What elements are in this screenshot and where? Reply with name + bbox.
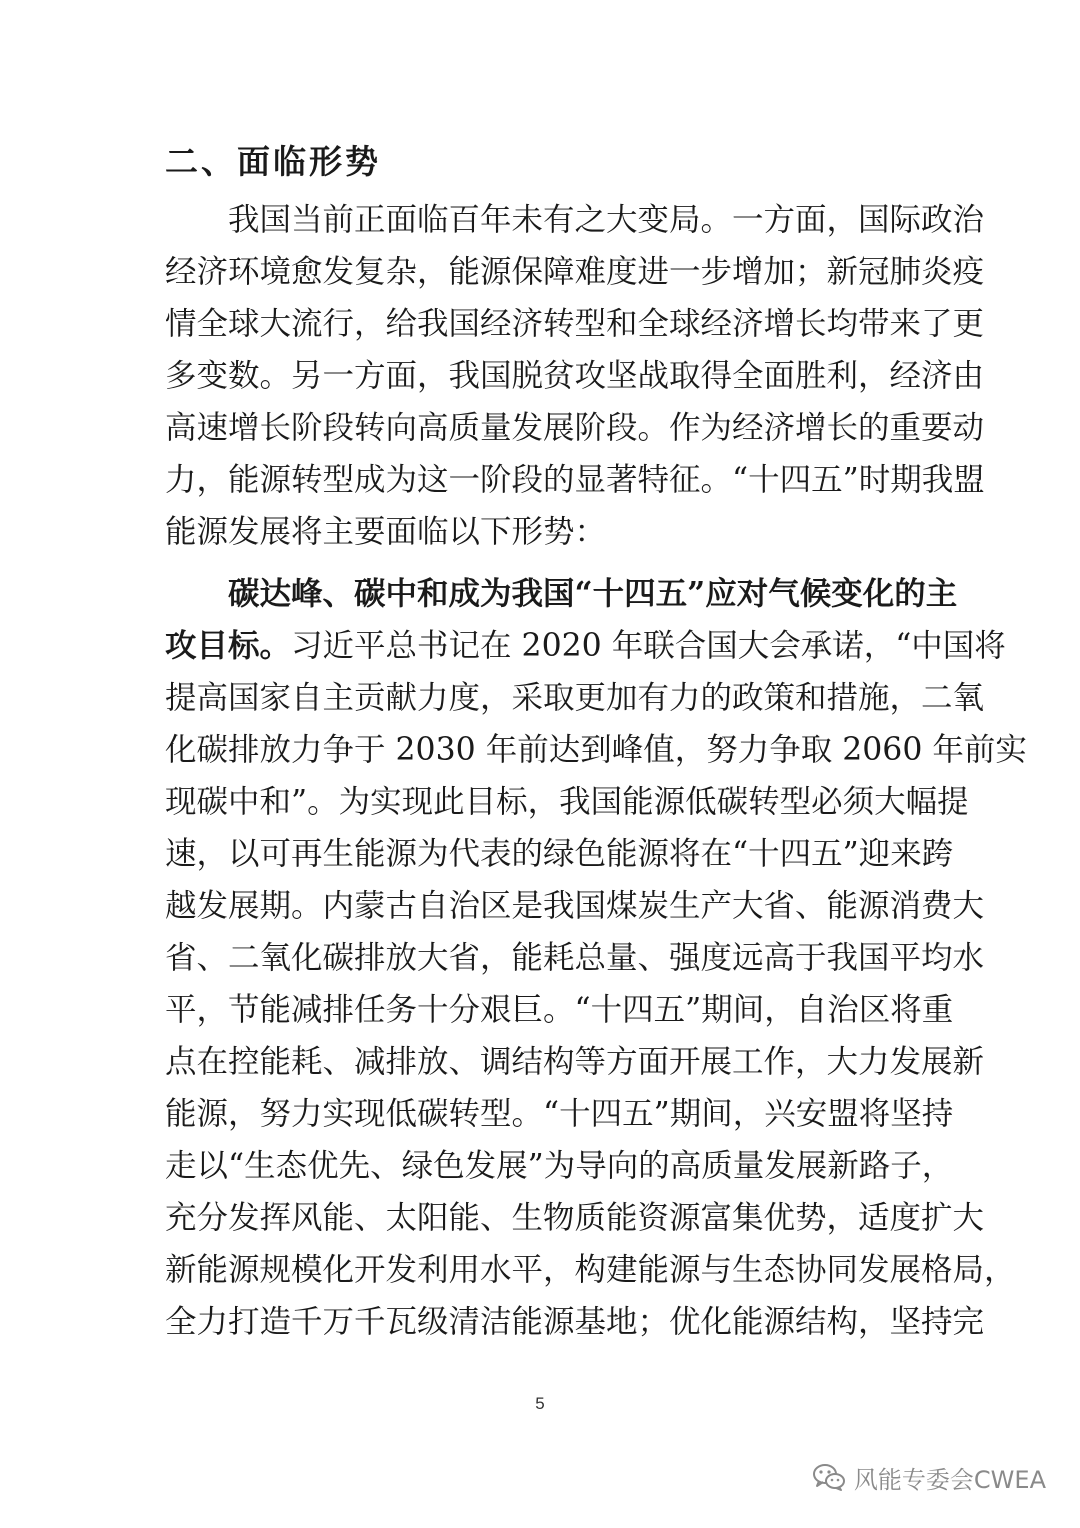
para1-line: 我国当前正面临百年未有之大变局。一方面，国际政治	[228, 202, 985, 238]
para2-line: 速，以可再生能源为代表的绿色能源将在“十四五”迎来跨	[165, 836, 954, 872]
para2-line: 点在控能耗、减排放、调结构等方面开展工作，大力发展新	[165, 1044, 985, 1080]
para2-bold-title-end: 攻目标。	[165, 627, 292, 664]
para1-line: 情全球大流行，给我国经济转型和全球经济增长均带来了更	[165, 306, 985, 342]
para2-line: 新能源规模化开发利用水平，构建能源与生态协同发展格局，	[165, 1252, 1016, 1288]
para2-line	[165, 620, 1006, 672]
para2-line: 提高国家自主贡献力度，采取更加有力的政策和措施，二氧	[165, 680, 985, 716]
wechat-icon	[812, 1462, 846, 1492]
para2-line: 走以“生态优先、绿色发展”为导向的高质量发展新路子，	[165, 1148, 954, 1184]
para2-line: 现碳中和”。为实现此目标，我国能源低碳转型必须大幅提	[165, 784, 969, 820]
para2-bold-title: 碳达峰、碳中和成为我国“十四五”应对气候变化的主	[228, 575, 958, 612]
para1-line: 经济环境愈发复杂，能源保障难度进一步增加；新冠肺炎疫	[165, 254, 985, 290]
para1-line: 能源发展将主要面临以下形势：	[165, 514, 607, 550]
para2-line: 能源，努力实现低碳转型。“十四五”期间，兴安盟将坚持	[165, 1096, 954, 1132]
para1-line: 力，能源转型成为这一阶段的显著特征。“十四五”时期我盟	[165, 462, 985, 498]
para2-line: 充分发挥风能、太阳能、生物质能资源富集优势，适度扩大	[165, 1200, 985, 1236]
para2-line: 越发展期。内蒙古自治区是我国煤炭生产大省、能源消费大	[165, 888, 985, 924]
watermark-text: 风能专委会CWEA	[853, 1465, 1046, 1494]
para2-line: 省、二氧化碳排放大省，能耗总量、强度远高于我国平均水	[165, 940, 985, 976]
page-number: 5	[535, 1394, 545, 1413]
section-heading: 二、面临形势	[165, 142, 381, 181]
para1-line: 多变数。另一方面，我国脱贫攻坚战取得全面胜利，经济由	[165, 358, 985, 394]
watermark	[812, 1455, 1046, 1499]
para2-line: 平，节能减排任务十分艰巨。“十四五”期间，自治区将重	[165, 992, 954, 1028]
para1-line: 高速增长阶段转向高质量发展阶段。作为经济增长的重要动	[165, 410, 985, 446]
para2-line-rest: 习近平总书记在 2020 年联合国大会承诺，“中国将	[291, 628, 1006, 664]
para2-line: 全力打造千万千瓦级清洁能源基地；优化能源结构，坚持完	[165, 1304, 985, 1340]
para2-line: 化碳排放力争于 2030 年前达到峰值，努力争取 2060 年前实	[165, 732, 1027, 768]
